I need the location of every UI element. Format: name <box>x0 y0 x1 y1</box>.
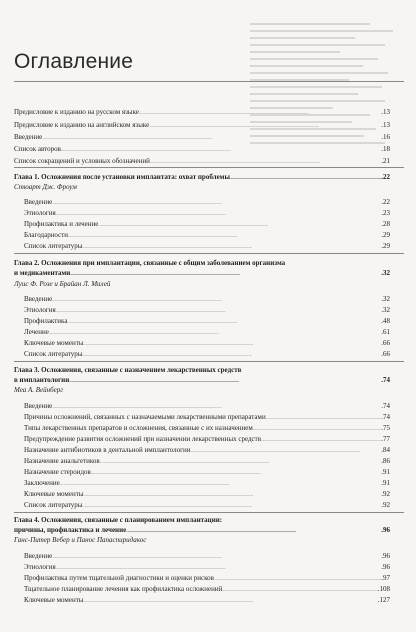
chapter-3-entry[interactable]: Типы лекарственных препаратов и осложнения, связанные с их назначением . . . .75 <box>24 424 390 433</box>
chapter-4-entry[interactable]: Ключевые моменты . . . .127 <box>24 596 390 605</box>
chapter-2-entry[interactable]: Этиология . . . .32 <box>24 306 390 315</box>
toc-entry-preface-en[interactable]: Предисловие к изданию на английском языке . . . .13 <box>14 121 390 130</box>
section-rule <box>14 512 404 513</box>
chapter-2-entry[interactable]: Ключевые моменты . . . .66 <box>24 339 390 348</box>
chapter-3-entry[interactable]: Введение . . . .74 <box>24 402 390 411</box>
chapter-4-entry[interactable]: Профилактика путем тщательной диагностики и оценки рисков . . . .97 <box>24 574 390 583</box>
section-rule <box>14 167 404 168</box>
chapter-2-title-cont[interactable]: и медикаментами . . . .32 <box>14 269 390 278</box>
chapter-3-title[interactable]: Глава 3. Осложнения, связанные с назначением лекарственных средств <box>14 366 242 374</box>
chapter-3-entry[interactable]: Заключение . . . .91 <box>24 479 390 488</box>
chapter-1-entry[interactable]: Список литературы . . . .29 <box>24 242 390 251</box>
chapter-2-title[interactable]: Глава 2. Осложнения при имплантации, связанные с общим заболеванием организма <box>14 259 286 267</box>
chapter-2-entry[interactable]: Профилактика . . . .48 <box>24 317 390 326</box>
chapter-1-entry[interactable]: Этиология . . . .23 <box>24 209 390 218</box>
chapter-2-entry[interactable]: Введение . . . .32 <box>24 295 390 304</box>
toc-entry-abbreviations[interactable]: Список сокращений и условных обозначений . . . .21 <box>14 157 390 166</box>
title-rule <box>14 81 404 82</box>
chapter-4-authors: Ганс-Питер Вебер и Панос Папаспиридакос <box>14 536 147 544</box>
toc-entry-preface-ru[interactable]: Предисловие к изданию на русском языке . . . .13 <box>14 108 390 117</box>
chapter-3-entry[interactable]: Список литературы . . . .92 <box>24 501 390 510</box>
chapter-1-title[interactable]: Глава 1. Осложнения после установки имплантата: охват проблемы . . . .22 <box>14 173 390 182</box>
chapter-2-entry[interactable]: Лечение . . . .61 <box>24 328 390 337</box>
chapter-3-entry[interactable]: Назначение анальгетиков . . . .86 <box>24 457 390 466</box>
chapter-3-entry[interactable]: Назначение стероидов . . . .91 <box>24 468 390 477</box>
chapter-3-entry[interactable]: Назначение антибиотиков в дентальной имплантологии . . . .84 <box>24 446 390 455</box>
chapter-1-authors: Стюарт Дж. Фроум <box>14 183 77 191</box>
chapter-3-authors: Меа А. Вейнберг <box>14 386 63 394</box>
chapter-1-entry[interactable]: Благодарности . . . .29 <box>24 231 390 240</box>
chapter-3-entry[interactable]: Ключевые моменты . . . .92 <box>24 490 390 499</box>
chapter-3-entry[interactable]: Предупреждение развития осложнений при назначении лекарственных средств . . . .77 <box>24 435 390 444</box>
chapter-3-entry[interactable]: Причины осложнений, связанных с назначаемыми лекарственными препаратами . . . .74 <box>24 413 390 422</box>
page-title: Оглавление <box>14 50 134 73</box>
chapter-1-entry[interactable]: Введение . . . .22 <box>24 198 390 207</box>
chapter-4-entry[interactable]: Введение . . . .96 <box>24 552 390 561</box>
chapter-4-title-cont[interactable]: причины, профилактика и лечение . . . .96 <box>14 526 390 535</box>
section-rule <box>14 361 404 362</box>
chapter-4-title[interactable]: Глава 4. Осложнения, связанные с планированием имплантации: <box>14 516 223 524</box>
chapter-3-title-cont[interactable]: в имплантологии . . . .74 <box>14 376 390 385</box>
toc-entry-introduction[interactable]: Введение . . . .16 <box>14 133 390 142</box>
chapter-1-entry[interactable]: Профилактика и лечение . . . .28 <box>24 220 390 229</box>
chapter-4-entry[interactable]: Тщательное планирование лечения как профилактика осложнений . . . .108 <box>24 585 390 594</box>
chapter-2-authors: Луис Ф. Розе и Брайан Л. Милей <box>14 280 111 288</box>
section-rule <box>14 253 404 254</box>
chapter-4-entry[interactable]: Этиология . . . .96 <box>24 563 390 572</box>
chapter-2-entry[interactable]: Список литературы . . . .66 <box>24 350 390 359</box>
toc-entry-authors[interactable]: Список авторов . . . .18 <box>14 145 390 154</box>
